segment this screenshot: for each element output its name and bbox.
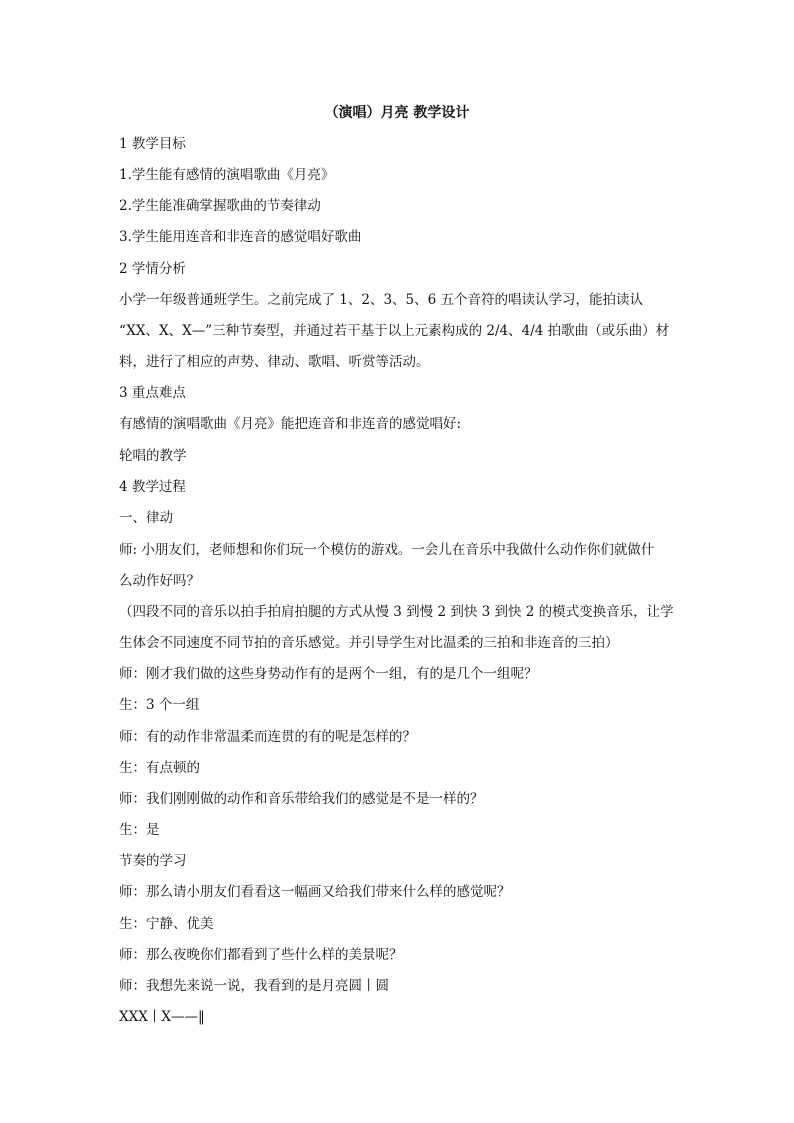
dialogue-line: 师: 小朋友们，老师想和你们玩一个模仿的游戏。一会儿在音乐中我做什么动作你们就做什 <box>119 542 655 558</box>
dialogue-line: 生：有点顿的 <box>119 760 200 776</box>
section-heading-analysis: 2 学情分析 <box>119 261 186 277</box>
subsection-heading-rhythm-movement: 一、律动 <box>119 510 173 526</box>
document-title: （演唱）月亮 教学设计 <box>324 105 470 121</box>
dialogue-line: 生：宁静、优美 <box>119 916 214 932</box>
dialogue-line: 师：我想先来说一说，我看到的是月亮圆丨圆 <box>119 978 389 994</box>
dialogue-line: 生：3 个一组 <box>119 697 200 713</box>
objective-item-2: 2.学生能准确掌握歌曲的节奏律动 <box>119 198 321 214</box>
analysis-paragraph-line-3: 料，进行了相应的声势、律动、歌唱、听赏等活动。 <box>119 354 430 370</box>
key-point-line-1: 有感情的演唱歌曲《月亮》能把连音和非连音的感觉唱好: <box>119 416 462 432</box>
instruction-note-line-1: （四段不同的音乐以拍手拍肩拍腿的方式从慢 3 到慢 2 到快 3 到快 2 的模式变换音乐，让学 <box>119 604 674 620</box>
dialogue-line: 师：我们刚刚做的动作和音乐带给我们的感觉是不是一样的？ <box>119 791 484 807</box>
section-heading-objectives: 1 教学目标 <box>119 136 186 152</box>
dialogue-line: 么动作好吗？ <box>119 573 200 589</box>
objective-item-1: 1.学生能有感情的演唱歌曲《月亮》 <box>119 167 335 183</box>
dialogue-line: 师：刚才我们做的这些身势动作有的是两个一组，有的是几个一组呢？ <box>119 666 538 682</box>
subsection-heading-rhythm-learning: 节奏的学习 <box>119 853 187 869</box>
key-point-line-2: 轮唱的教学 <box>119 448 187 464</box>
rhythm-notation: XXX丨X——‖ <box>119 1009 205 1025</box>
analysis-paragraph-line-2: “XX、X、X—”三种节奏型，并通过若干基于以上元素构成的 2/4、4/4 拍歌曲（或乐曲）材 <box>119 323 670 339</box>
analysis-paragraph-line-1: 小学一年级普通班学生。之前完成了 1、2、3、5、6 五个音符的唱读认学习，能拍读认 <box>119 292 644 308</box>
dialogue-line: 生：是 <box>119 822 160 838</box>
dialogue-line: 师：那么请小朋友们看看这一幅画又给我们带来什么样的感觉呢？ <box>119 884 511 900</box>
section-heading-process: 4 教学过程 <box>119 479 186 495</box>
dialogue-line: 师：那么夜晚你们都看到了些什么样的美景呢？ <box>119 947 403 963</box>
instruction-note-line-2: 生体会不同速度不同节拍的音乐感觉。并引导学生对比温柔的三拍和非连音的三拍） <box>119 635 619 651</box>
dialogue-line: 师：有的动作非常温柔而连贯的有的呢是怎样的？ <box>119 729 416 745</box>
objective-item-3: 3.学生能用连音和非连音的感觉唱好歌曲 <box>119 229 362 245</box>
section-heading-key-points: 3 重点难点 <box>119 385 186 401</box>
